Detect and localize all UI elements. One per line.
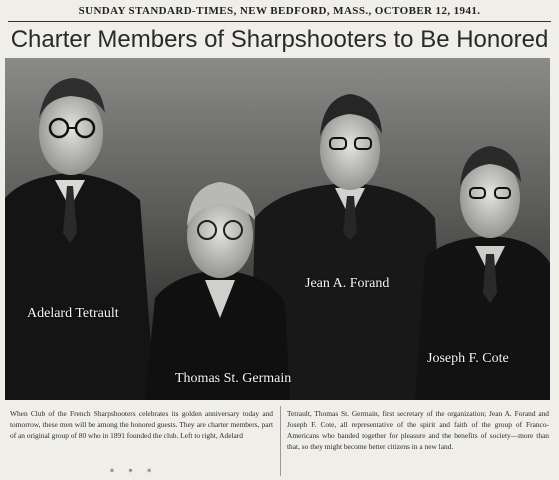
section-stars: * * *: [110, 468, 158, 477]
photo-illustration: [5, 58, 550, 400]
photo-label-thomas-st-germain: Thomas St. Germain: [175, 371, 292, 386]
caption-left-column: When Club of the French Sharpshooters celebrates its golden anniversary today and tomorrow, these men will be among the honored guests. They are charter members, part of an original group of 80 who in 1891 founded the club. Left to right, Adelard: [10, 409, 273, 440]
headline: Charter Members of Sharpshooters to Be Honored: [10, 26, 549, 53]
caption-right-column: Tetrault, Thomas St. Germain, first secretary of the organization; Jean A. Forand and Joseph F. Cote, all representative of the spirit and faith of the group of Franco-Americans who banded together for pleasure and the benefits of society—more than that, so they might become better citizens in a new land.: [287, 409, 549, 451]
group-photograph: [5, 58, 550, 400]
masthead-rule: [8, 21, 551, 22]
photo-label-joseph-f-cote: Joseph F. Cote: [427, 351, 509, 366]
photo-label-jean-a-forand: Jean A. Forand: [305, 276, 390, 291]
newspaper-masthead: SUNDAY STANDARD-TIMES, NEW BEDFORD, MASS., OCTOBER 12, 1941.: [78, 5, 481, 17]
column-rule: [280, 406, 281, 476]
photo-label-adelard-tetrault: Adelard Tetrault: [27, 306, 119, 321]
